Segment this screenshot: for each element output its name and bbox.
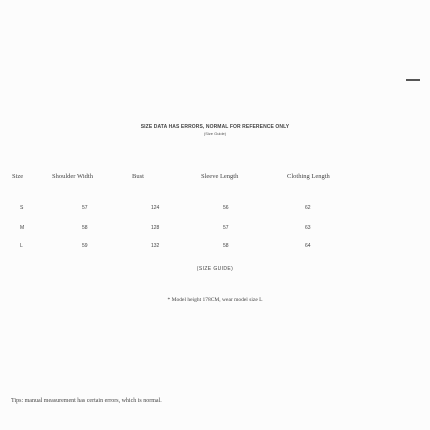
header-sleeve-length: Sleeve Length	[201, 173, 239, 180]
cell-bust: 132	[151, 243, 160, 249]
cell-bust: 128	[151, 225, 160, 231]
cell-sleeve-length: 58	[223, 243, 229, 249]
header-bust: Bust	[132, 173, 144, 180]
cell-sleeve-length: 57	[223, 225, 229, 231]
cell-clothing-length: 63	[305, 225, 311, 231]
cell-clothing-length: 62	[305, 205, 311, 211]
size-notice: SIZE DATA HAS ERRORS, NORMAL FOR REFERENCE ONLY	[140, 124, 290, 130]
cell-shoulder-width: 58	[82, 225, 88, 231]
cell-size: M	[20, 225, 25, 231]
cell-shoulder-width: 59	[82, 243, 88, 249]
tips-note: Tips: manual measurement has certain errors, which is normal.	[11, 398, 162, 404]
cell-sleeve-length: 56	[223, 205, 229, 211]
cell-shoulder-width: 57	[82, 205, 88, 211]
header-size: Size	[12, 173, 24, 180]
cell-size: L	[20, 243, 23, 249]
cell-size: S	[20, 205, 24, 211]
cell-clothing-length: 64	[305, 243, 311, 249]
size-guide-subtitle: (Size Guide)	[203, 131, 227, 136]
model-note: * Model height 178CM, wear model size L	[167, 297, 263, 303]
header-shoulder-width: Shoulder Width	[52, 173, 93, 180]
minimize-dash-icon	[406, 79, 420, 81]
size-guide-label: (SIZE GUIDE)	[196, 266, 234, 272]
cell-bust: 124	[151, 205, 160, 211]
header-clothing-length: Clothing Length	[287, 173, 330, 180]
